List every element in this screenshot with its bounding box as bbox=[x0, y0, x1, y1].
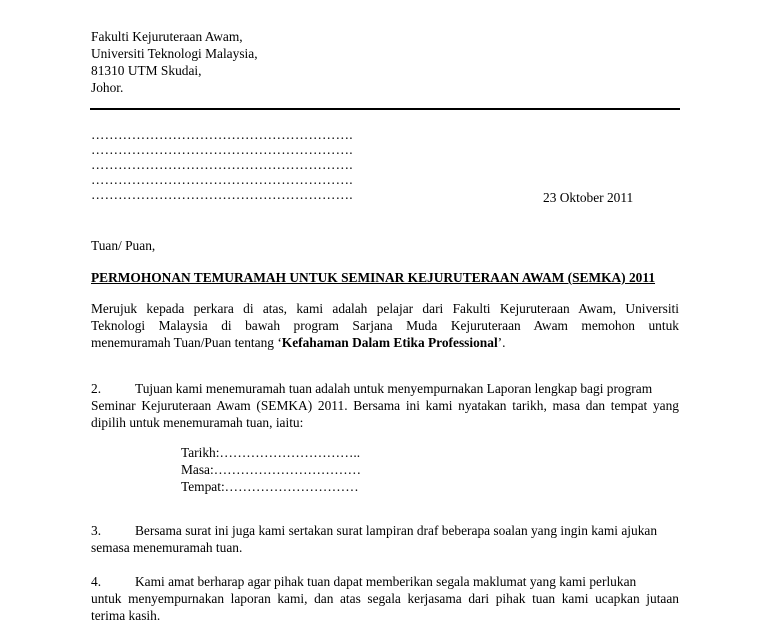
paragraph-3-line-1 bbox=[91, 522, 679, 539]
sender-line-university: Universiti Teknologi Malaysia, bbox=[91, 46, 258, 61]
interview-topic: Kefahaman Dalam Etika Professional bbox=[281, 335, 498, 350]
sender-line-postcode: 81310 UTM Skudai, bbox=[91, 63, 202, 78]
recipient-line: …………………………………………………. bbox=[91, 142, 353, 157]
paragraph-1-text: menemuramah Tuan/Puan tentang ‘ bbox=[91, 335, 282, 350]
paragraph-number: 2. bbox=[91, 381, 102, 396]
paragraph-2-line-3: dipilih untuk menemuramah tuan, iaitu: bbox=[91, 415, 304, 430]
paragraph-number: 4. bbox=[91, 574, 102, 589]
paragraph-4 bbox=[91, 573, 679, 624]
recipient-line: …………………………………………………. bbox=[91, 157, 353, 172]
paragraph-4-line-2: untuk menyempurnakan laporan kami, dan atas segala kerjasama dari pihak tuan kami ucapkan jutaan bbox=[91, 591, 679, 606]
detail-tarikh: Tarikh:………………………….. bbox=[181, 445, 361, 460]
paragraph-2-line-1 bbox=[91, 380, 679, 397]
paragraph-2-line-2: Seminar Kejuruteraan Awam (SEMKA) 2011. Bersama ini kami nyatakan tarikh, masa dan tempat yang bbox=[91, 398, 679, 413]
paragraph-3-text: Bersama surat ini juga kami sertakan surat lampiran draf beberapa soalan yang ingin kami ajukan bbox=[135, 523, 658, 538]
sender-address bbox=[91, 28, 258, 96]
paragraph-2 bbox=[91, 380, 679, 431]
paragraph-2-text: Tujuan kami menemuramah tuan adalah untuk menyempurnakan Laporan lengkap bagi program bbox=[135, 381, 653, 396]
header-divider bbox=[90, 108, 680, 110]
paragraph-1-line-1: Merujuk kepada perkara di atas, kami adalah pelajar dari Fakulti Kejuruteraan Awam, Universiti bbox=[91, 301, 679, 316]
paragraph-3-line-2: semasa menemuramah tuan. bbox=[91, 540, 243, 555]
recipient-line: …………………………………………………. bbox=[91, 187, 353, 202]
detail-tempat: Tempat:………………………… bbox=[181, 479, 359, 494]
letter-date: 23 Oktober 2011 bbox=[543, 190, 634, 205]
paragraph-1-line-2: Teknologi Malaysia di bawah program Sarjana Muda Kejuruteraan Awam memohon untuk bbox=[91, 318, 679, 333]
paragraph-4-line-3: terima kasih. bbox=[91, 608, 161, 623]
salutation: Tuan/ Puan, bbox=[91, 238, 156, 253]
paragraph-number: 3. bbox=[91, 523, 102, 538]
recipient-line: …………………………………………………. bbox=[91, 172, 353, 187]
paragraph-1-closing: ’. bbox=[497, 335, 506, 350]
paragraph-1-line-3 bbox=[91, 334, 679, 351]
paragraph-4-line-1 bbox=[91, 573, 679, 590]
detail-masa: Masa:…………………………… bbox=[181, 462, 362, 477]
sender-line-state: Johor. bbox=[91, 80, 124, 95]
sender-line-faculty: Fakulti Kejuruteraan Awam, bbox=[91, 29, 243, 44]
paragraph-3 bbox=[91, 522, 679, 556]
letter-subject: PERMOHONAN TEMURAMAH UNTUK SEMINAR KEJURUTERAAN AWAM (SEMKA) 2011 bbox=[91, 270, 656, 285]
interview-details bbox=[181, 444, 361, 495]
paragraph-1 bbox=[91, 300, 679, 351]
recipient-address-blanks bbox=[91, 127, 353, 202]
paragraph-4-text: Kami amat berharap agar pihak tuan dapat memberikan segala maklumat yang kami perlukan bbox=[135, 574, 637, 589]
recipient-line: …………………………………………………. bbox=[91, 127, 353, 142]
